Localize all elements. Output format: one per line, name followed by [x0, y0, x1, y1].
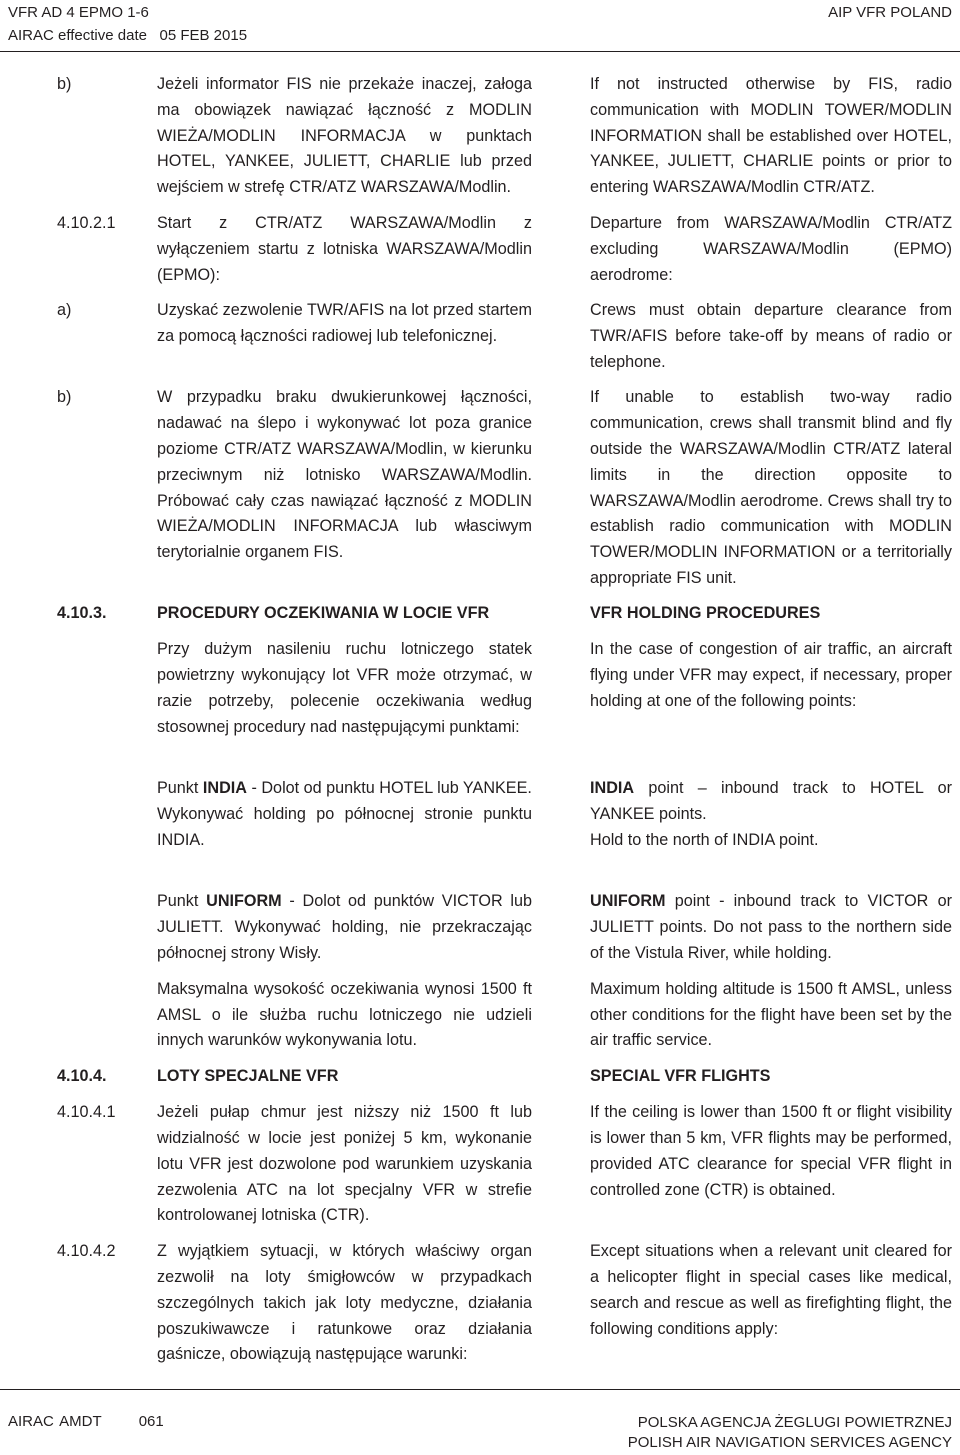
english-text [590, 889, 952, 966]
item-number: 4.10.4.1 [57, 1103, 116, 1122]
publication-title: AIP VFR POLAND [828, 4, 952, 21]
holding-point-uniform [0, 889, 960, 966]
point-name: UNIFORM [590, 892, 666, 911]
header-divider [0, 51, 960, 52]
polish-text: Start z CTR/ATZ WARSZAWA/Modlin z wyłączeniem startu z lotniska WARSZAWA/Modlin (EPMO): [157, 214, 532, 284]
point-name: UNIFORM [206, 892, 282, 911]
point-prefix: Punkt [157, 892, 199, 911]
heading-polish: LOTY SPECJALNE VFR [157, 1067, 339, 1086]
heading-english: VFR HOLDING PROCEDURES [590, 604, 821, 623]
polish-text: Z wyjątkiem sytuacji, w których właściwy organ zezwolił na loty śmigłowców w przypadkach szczególnych takich jak loty medyczne, działania poszukiwawcze i ratunkowe oraz działania gaśnicze, obowiązują następujące warunki: [157, 1242, 532, 1364]
polish-text: Jeżeli pułap chmur jest niższy niż 1500 ft lub widzialność w locie jest poniżej 5 km, wykonanie lotu VFR jest dozwolone pod warunkiem uzyskania zezwolenia ATC na lot specjalny VFR w strefie kontrolowanej lotniska (CTR). [157, 1103, 532, 1225]
english-text: Except situations when a relevant unit cleared for a helicopter flight in special cases like medical, search and rescue as well as firefighting flight, the following conditions apply: [590, 1242, 952, 1338]
english-text: If unable to establish two-way radio communication, crews shall transmit blind and fly outside the WARSZAWA/Modlin CTR/ATZ lateral limits in the direction opposite to WARSZAWA/Modlin aerodrome. Crews shall try to establish radio communication with MODLIN TOWER/MODLIN INFORMATION or a territorially appropriate FIS unit. [590, 388, 952, 587]
point-description: - Dolot od punktu HOTEL lub YANKEE. [251, 779, 532, 798]
english-text [590, 776, 952, 853]
english-text: If the ceiling is lower than 1500 ft or flight visibility is lower than 5 km, VFR flights may be performed, provided ATC clearance for special VFR flight in controlled zone (CTR) is obtained. [590, 1103, 952, 1199]
section-row [0, 385, 960, 591]
section-row [0, 72, 960, 201]
agency-info [628, 1413, 952, 1453]
heading-number: 4.10.3. [57, 604, 107, 623]
amendment-number: 061 [138, 1413, 164, 1430]
item-number: 4.10.4.2 [57, 1242, 116, 1261]
point-description: point - inbound track to VICTOR or JULIETT points. Do not pass to the northern side of the Vistula River, while holding. [590, 892, 952, 962]
item-number: 4.10.2.1 [57, 214, 116, 232]
section-row [0, 211, 960, 288]
polish-text [157, 776, 532, 853]
point-name: INDIA [590, 779, 635, 798]
english-text: Crews must obtain departure clearance from TWR/AFIS before take-off by means of radio or telephone. [590, 301, 952, 371]
footer-divider [0, 1389, 960, 1390]
section-heading [0, 1064, 960, 1090]
effective-date-label: AIRAC effective date [8, 27, 147, 44]
holding-point-india [0, 776, 960, 879]
polish-text: Maksymalna wysokość oczekiwania wynosi 1500 ft AMSL o ile służba ruchu lotniczego nie udzieli innych warunków wykonywania lotu. [157, 979, 532, 1050]
heading-english: SPECIAL VFR FLIGHTS [590, 1067, 771, 1086]
document-reference: VFR AD 4 EPMO 1-6 [8, 4, 149, 21]
item-number: b) [57, 75, 72, 93]
point-prefix: Punkt [157, 779, 199, 798]
polish-text: W przypadku braku dwukierunkowej łączności, nadawać na ślepo i wykonywać lot poza granice poziome CTR/ATZ WARSZAWA/Modlin, w kierunku przeciwnym niż lotnisko WARSZAWA/Modlin. Próbować cały czas nawiązać łączność z MODLIN WIEŻA/MODLIN INFORMACJA lub własciwym terytorialnie organem FIS. [157, 388, 532, 562]
section-row [0, 1239, 960, 1368]
point-description: point – inbound track to HOTEL or YANKEE points. [590, 779, 952, 824]
effective-date-line [8, 27, 247, 45]
amendment-info [8, 1413, 164, 1431]
agency-name-english: POLISH AIR NAVIGATION SERVICES AGENCY [627, 1434, 952, 1451]
effective-date: 05 FEB 2015 [159, 27, 248, 44]
page-header-left [8, 4, 247, 45]
page-body [0, 72, 960, 1368]
point-description: - Dolot od punktów VICTOR lub JULIETT. Wykonywać holding, nie przekraczając północnej strony Wisły. [157, 892, 532, 962]
section-row [0, 977, 960, 1054]
amendment-label: AIRAC AMDT [8, 1413, 102, 1430]
english-text: If not instructed otherwise by FIS, radio communication with MODLIN TOWER/MODLIN INFORMATION shall be established over HOTEL, YANKEE, JULIETT, CHARLIE points or prior to entering WARSZAWA/Modlin CTR/ATZ. [590, 75, 952, 197]
point-hold-instruction: Hold to the north of INDIA point. [590, 830, 819, 849]
english-text: In the case of congestion of air traffic, an aircraft flying under VFR may expect, if necessary, proper holding at one of the following points: [590, 640, 952, 710]
agency-name-polish: POLSKA AGENCJA ŻEGLUGI POWIETRZNEJ [637, 1414, 952, 1431]
section-row [0, 637, 960, 766]
item-number: a) [57, 301, 72, 320]
polish-text: Uzyskać zezwolenie TWR/AFIS na lot przed startem za pomocą łączności radiowej lub telefonicznej. [157, 301, 532, 346]
polish-text: Jeżeli informator FIS nie przekaże inaczej, załoga ma obowiązek nawiązać łączność z MODLIN WIEŻA/MODLIN INFORMACJA w punktach HOTEL, YANKEE, JULIETT, CHARLIE lub przed wejściem w strefę CTR/ATZ WARSZAWA/Modlin. [157, 75, 532, 197]
point-name: INDIA [202, 779, 247, 798]
english-text: Maximum holding altitude is 1500 ft AMSL, unless other conditions for the flight have been set by the air traffic service. [590, 979, 952, 1050]
section-row [0, 298, 960, 375]
polish-text [157, 889, 532, 966]
heading-number: 4.10.4. [57, 1067, 107, 1086]
heading-polish: PROCEDURY OCZEKIWANIA W LOCIE VFR [157, 604, 490, 623]
section-heading [0, 601, 960, 627]
section-row [0, 1100, 960, 1229]
point-hold-instruction: Wykonywać holding po północnej stronie punktu INDIA. [157, 805, 532, 849]
item-number: b) [57, 388, 72, 407]
polish-text: Przy dużym nasileniu ruchu lotniczego statek powietrzny wykonujący lot VFR może otrzymać, w razie potrzeby, polecenie oczekiwania według stosownej procedury nad następującymi punktami: [157, 640, 532, 736]
english-text: Departure from WARSZAWA/Modlin CTR/ATZ excluding WARSZAWA/Modlin (EPMO) aerodrome: [590, 214, 952, 284]
